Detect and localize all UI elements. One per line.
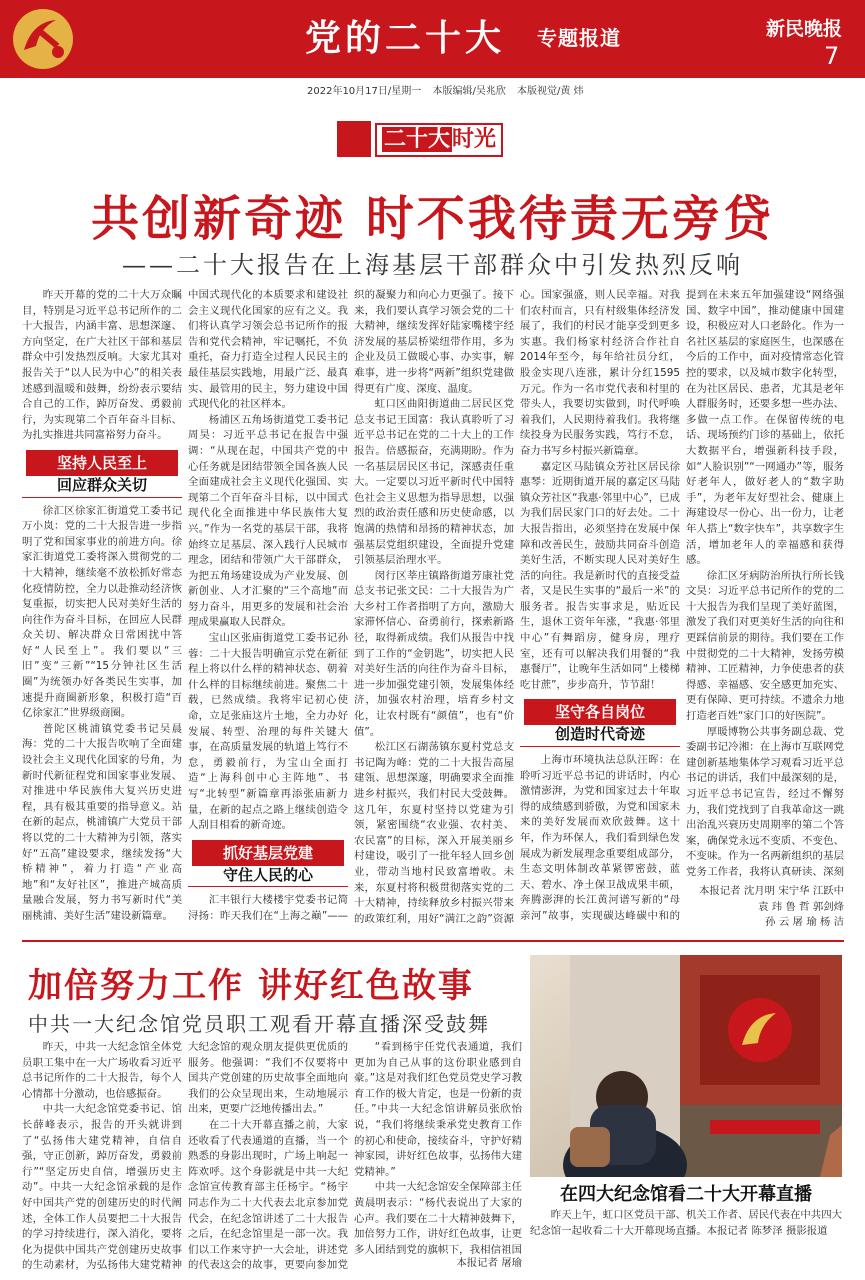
byline-line: 本报记者 沈月明 宋宁华 江跃中 — [699, 885, 844, 897]
section-heading-red: 抓好基层党建 — [192, 840, 344, 866]
article-paragraph: 中国式现代化的本质要求和建设社会主义现代化国家的应有之义。我们将认真学习领会总书记所作的报告和党代会精神，牢记嘱托，不负重托，奋力打造全过程人民民主的最佳基层实践地，用最广泛、最真实、最管用的民主，努力建设中国式现代化的社区样本。 — [188, 289, 348, 411]
article-paragraph: 昨天开幕的党的二十大万众瞩目，特别是习近平总书记所作的二十大报告，内涵丰富、思想深邃、方向坚定，在广大社区干部和基层群众中引发热烈反响。大家尤其对报告关于“以人民为中心”的相关表述感到温暖和鼓舞，纷纷表示要结合自己的工作，踔厉奋发、勇毅前行，为实现第二个百年奋斗目标、为扎实推进共同富裕努力奋斗。 — [22, 289, 182, 442]
article-paragraph: 厚暖博物公共事务副总裁、党委副书记冷湘：在上海市互联网党建创新基地集体学习观看习近平总书记的讲话，我们中最深刻的是，习近平总书记宣告，经过不懈努力，我们党找到了自我革命这一跳出治乱兴衰历史周期率的第二个答案，确保党永远不变质、不变色、不变味。作为一名两新组织的基层党务工作者，我将认真研读、深刻 — [686, 725, 844, 878]
newspaper-brand: 新民晚报 — [766, 18, 843, 40]
article-paragraph: 徐汇区徐家汇街道党工委书记万小岚：党的二十大报告进一步指明了党和国家事业的前进方向。徐家汇街道党工委将深入贯彻党的二十大精神，继续毫不放松抓好常态化疫情防控，全力以赴推动经济恢复重振，切实把人民对美好生活的向往作为奋斗目标，在回应人民群众关切、解决群众日常困扰中答好“人民至上”。我们要以“三旧”变“三新”“15分钟社区生活圈”为统领办好各类民生实事，加速提升商圈新形象，积极打造“百亿徐家汇”世界级商圈。 — [22, 504, 182, 720]
article-paragraph: 大纪念馆的观众朋友提供更优质的服务。他强调：“我们不仅要将中国共产党创建的历史故事全面地向我们的公众呈现出来，生动地展示出来，更要广泛地传播出去。” — [188, 1041, 348, 1116]
column-banner-prefix: 二十大 — [383, 127, 450, 152]
article-paragraph: 在二十大开幕直播之前，大家还收看了代表通道的直播，当一个熟悉的身影出现时，广场上响起一阵欢呼。这个身影就是中共一大纪念馆宣传教育部主任杨宇。“杨宇同志作为二十大代表去北京参加党代会，在纪念馆讲述了二十大报告之后，在纪念馆里是一部一次。我们以工作来守护一大会址，讲述党的代表这会的故事，更要向参加党 — [188, 1118, 348, 1272]
byline-line: 袁 玮 鲁 哲 郭剑烽 — [758, 900, 844, 913]
photo-illustration — [530, 955, 842, 1177]
article2-column-3 — [354, 1040, 522, 1256]
news-photo — [530, 955, 842, 1177]
article-paragraph: 普陀区桃浦镇党委书记吴晨海：党的二十大报告吹响了全面建设社会主义现代化国家的号角，为新时代新征程党和国家事业发展、对推进中华民族伟大复兴历史进程，具有极其重要的指导意义。站在新的起点，桃浦镇广大党员干部将以党的二十大精神为引领，落实好“五高”建设要求，继续发扬“大桥精神”，着力打造“产业高地”和“友好社区”，推进产城高质量融合发展，努力书写新时代“美丽桃浦、美好生活”建设新篇章。 — [22, 722, 182, 922]
article1-column-2 — [188, 288, 348, 926]
dateline — [307, 82, 592, 97]
article2-column-1 — [22, 1040, 182, 1272]
article-paragraph: 徐汇区牙病防治所执行所长钱文昊：习近平总书记所作的党的二十大报告为我们呈现了美好蓝图，激发了我们对更美好生活的向往和更踩信前景的期待。我们要在工作中贯彻党的二十大精神，发扬劳模精神、工匠精神，力争使患者的获得感、幸福感、安全感更加充实、更有保障、更可持续。不遗余力地打造老百姓“家门口的好医院”。 — [686, 569, 844, 723]
article-paragraph: 中共一大纪念馆安全保障部主任黄晨明表示：“杨代表说出了大家的心声。我们要在二十大精神鼓舞下，加倍努力工作，讲好红色故事，让更多人团结到党的旗帜下，我相信祖国 — [354, 1181, 522, 1256]
article-paragraph: 虹口区曲阳街道曲二居民区党总支书记王国富：我认真聆听了习近平总书记在党的二十大上的工作报告。倍感振奋，充满期盼。作为一名基层居民区书记，深感责任重大。一定要以习近平新时代中国特色社会主义思想为指导思想，以强烈的政治责任感和历史使命感，以饱满的热情和昂扬的精神状态，加强基层党组织建设，全面提升党建引领基层治理水平。 — [354, 398, 514, 567]
article1-column-4 — [520, 288, 680, 926]
article1-column-1 — [22, 288, 182, 926]
photo-caption: 昨天上午，虹口区党员干部、机关工作者、居民代表在中共四大纪念馆一起收看二十大开幕现场直播。本报记者 陈梦泽 摄影报道 — [530, 1209, 842, 1237]
party-emblem-icon — [10, 6, 76, 72]
section-heading-black: 回应群众关切 — [22, 478, 182, 498]
article-paragraph: 嘉定区马陆镇众芳社区居民徐惠琴：近期街道开展的嘉定区马陆镇众芳社区“我惠·邻里中心”，已成为我们居民家门口的好去处。二十大报告指出，必须坚持在发展中保障和改善民生，鼓励共同奋斗创造美好生活，不断实现人民对美好生活的向往。我是新时代的直接受益者，又是民生实事的“最后一米”的服务者。报告实事求是，贴近民生，退休工资年年涨，“我惠·邻里中心”有舞蹈房，健身房，理疗室，还有可以解决我们用餐的“我惠餐厅”，让晚年生活如同“上楼梯吃甘蔗”，步步高升，节节甜！ — [520, 460, 680, 691]
article-paragraph: 宝山区张庙街道党工委书记孙蓉：二十大报告明确宣示党在新征程上将以什么样的精神状态、朝着什么样的目标继续前进。聚焦二十载，已然成绩。我将牢记初心使命，立足张庙这片土地，全力办好发展、转型、治理的每件关键大事，在高质量发展的轨道上笃行不怠，勇毅前行，为宝山全面打造“上海科创中心主阵地”、书写“北转型”新篇章再添张庙新力量，在新的起点之路上继续创造令人刮目相看的新奇迹。 — [188, 632, 348, 832]
article-paragraph: 提到在未来五年加强建设“网络强国、数字中国”，推动健康中国建设，积极应对人口老龄化。作为一名社区基层的家庭医生，也深感在今后的工作中，面对疫情常态化管控的要求，以及城市数字化转型，在为社区居民、患者，尤其是老年人群服务时，还要多想一些办法、多做一点工作。在保留传统的电话、现场预约门诊的基础上，依托大数据平台，增强新科技手段，如“人脸识别”“一网通办”等，服务好老年人，做好老人的“数字助手”，为老年友好型社会、健康上海建设尽一份心、出一份力，让老年人搭上“数字快车”，共享数字生活，增加老年人的幸福感和获得感。 — [686, 289, 844, 567]
article1-column-5 — [686, 288, 844, 882]
second-subheadline: 中共一大纪念馆党员职工观看开幕直播深受鼓舞 — [28, 1012, 490, 1036]
column-banner-suffix: 时光 — [452, 127, 497, 152]
article1-column-3 — [354, 288, 514, 926]
article-paragraph: 心。国家强盛，则人民幸福。对我们农村而言，只有村级集体经济发展了，我们的村民才能享受到更多实惠。我们杨家村经济合作社自2014年至今，每年给社员分红，股金实现八连涨，累计分红1595万元。作为一名市党代表和村里的带头人，我要切实做到，时代呼唤着我们，人民期待着我们。我将继续投身为民服务实践，笃行不怠，奋力书写乡村振兴新篇章。 — [520, 289, 680, 457]
article-paragraph: “看到杨宇任党代表通道，我们更加为自己从事的这份职业感到自豪。”这是对我们红色党员党史学习教育工作的极大肯定，也是一份新的责任。”中共一大纪念馆讲解员张欣怡说，“我们将继续秉承党史教育工作的初心和使命，接续奋斗，守护好精神家园，讲好红色故事，弘扬伟大建党精神。” — [354, 1041, 522, 1178]
section-title: 党的二十大 — [305, 18, 506, 59]
article-paragraph: 汇丰银行大楼楼宇党委书记简浔扬：昨天我们在“上海之巅”—— — [188, 894, 348, 922]
article-paragraph: 昨天，中共一大纪念馆全体党员职工集中在一大广场收看习近平总书记所作的二十大报告，每个人心情都十分激动，也倍感振奋。 — [22, 1041, 182, 1100]
article-paragraph: 上海市环境执法总队汪晖：在聆听习近平总书记的讲话时，内心激情澎湃，为党和国家过去十年取得的成绩感到骄傲，为党和国家未来的美好发展而欢欣鼓舞。这十年，作为环保人，我们看到绿色发展成为新发展理念重要组成部分，生态文明体制改革紧锣密鼓，蓝天、碧水、净土保卫战成果丰硕，奔腾澎湃的长江黄河谱写新的“母亲河”故事，实现碳达峰碳中和的 — [520, 754, 680, 922]
second-headline: 加倍努力工作 讲好红色故事 — [28, 966, 474, 1006]
byline-line: 孙 云 屠 瑜 杨 洁 — [765, 916, 844, 929]
photo-title: 在四大纪念馆看二十大开幕直播 — [560, 1184, 812, 1205]
article1-byline — [686, 884, 844, 934]
section-heading-black: 创造时代奇迹 — [520, 727, 680, 747]
section-heading-red: 坚守各自岗位 — [524, 699, 676, 725]
article-paragraph: 松江区石湖荡镇东夏村党总支书记陶为峰：党的二十大报告高屋建瓴、思想深邃，明确要求全面推进乡村振兴，我们村民大受鼓舞。这几年，东夏村坚持以党建为引领，紧密围绕“农业强、农村美、农民富”的目标，深入开展美丽乡村建设，吸引了一批年轻人回乡创业，带动当地村民致富增收。未来，东夏村将积极贯彻落实党的二十大精神，持续释放乡村振兴带来的政策红利，用好“满江之韵”资源 — [354, 741, 514, 925]
section-divider — [22, 940, 844, 942]
article-paragraph: 中共一大纪念馆党委书记、馆长薛峰表示，报告的开头就讲到了“弘扬伟大建党精神，自信自强，守正创新，踔厉奋发，勇毅前行”“坚定历史自信，增强历史主动”。中共一大纪念馆承载的是作好中国共产党的创建历史的时代阐述，全体工作人员要把二十大报告的学习持续进行，深入消化，要将化为提供中国共产党创建历史故事的生动素材，为弘扬伟大建党精神 — [22, 1103, 182, 1272]
main-subheadline: ——二十大报告在上海基层干部群众中引发热烈反响 — [122, 251, 743, 279]
issue-date: 2022年10月17日/星期一 — [307, 86, 422, 97]
page-header — [0, 0, 865, 78]
party-flag-icon — [337, 121, 371, 157]
section-heading-black: 守住人民的心 — [188, 868, 348, 888]
page-number: 7 — [824, 42, 840, 70]
section-heading-red: 坚持人民至上 — [26, 450, 178, 476]
designer-credit: 本版视觉/黄 炜 — [517, 86, 584, 97]
column-banner — [337, 121, 503, 157]
article-paragraph: 织的凝聚力和向心力更强了。接下来，我们要认真学习领会党的二十大精神，继续发挥好陆家嘴楼宇经济发展的基层桥梁纽带作用，多为企业及员工做暖心事、办实事，解难事，进一步将“两新”组织党建做得更有广度、深度、温度。 — [354, 289, 514, 395]
article-paragraph: 闵行区莘庄镇路街道芳康社党总支书记张文民：二十大报告为广大乡村工作者指明了方向，激励大家滞怀信心、奋勇前行，探索新路径，取得新成绩。我们从报告中找到了工作的“金钥匙”，切实把人民对美好生活的向往作为奋斗目标，进一步加强党建引领，发展集体经济，加强农村治理，培育乡村文化，让农村既有“颜值”，也有“价值”。 — [354, 569, 514, 738]
section-subtitle: 专题报道 — [537, 26, 621, 50]
article2-column-2 — [188, 1040, 348, 1272]
article2-byline: 本报记者 屠瑜 — [456, 1257, 522, 1269]
article-paragraph: 杨浦区五角场街道党工委书记周昊：习近平总书记在报告中强调：“从现在起，中国共产党的中心任务就是团结带领全国各族人民全面建成社会主义现代化强国、实现第二个百年奋斗目标，以中国式现代化全面推进中华民族伟大复兴。”作为一名党的基层干部，我将始终立足基层、深入践行人民城市理念，团结和带领广大干部群众，为把五角场建设成为产业发展、创新创业、人才汇聚的“三个高地”而努力奋斗，用更多的发展和社会治理成果赢取人民群众。 — [188, 413, 348, 629]
editor-credit: 本版编辑/吴兆欣 — [432, 86, 506, 97]
main-headline: 共创新奇迹 时不我待责无旁贷 — [91, 191, 774, 247]
article-paragraph — [22, 925, 182, 926]
